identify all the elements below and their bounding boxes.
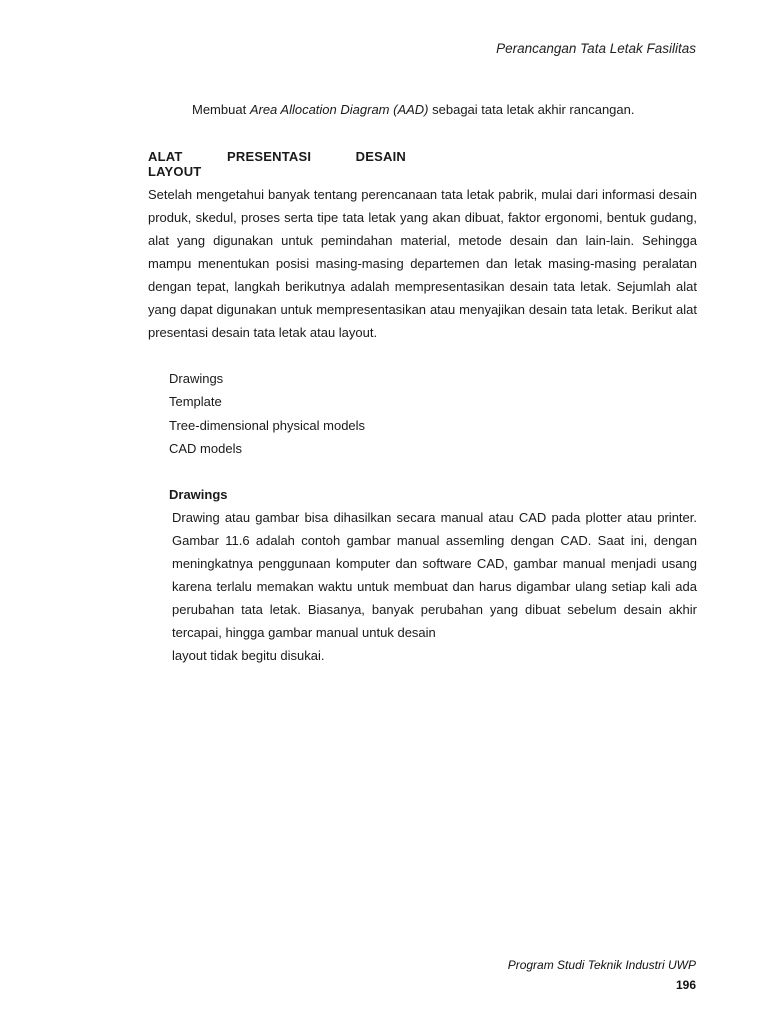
subsection-heading [148, 483, 228, 506]
list-item [148, 437, 548, 460]
list-item-label: Template [169, 394, 222, 410]
section-paragraph: Setelah mengetahui banyak tentang perencanaan tata letak pabrik, mulai dari informasi desain produk, skedul, proses serta tipe tata letak yang akan dibuat, faktor ergonomi, bentuk gudang, alat yang digunakan untuk pemindahan material, metode desain dan lain-lain. Sehingga mampu menentukan posisi masing-masing departemen dan letak masing-masing peralatan dengan tepat, langkah berikutnya adalah mempresentasikan desain tata letak. Sejumlah alat yang dapat digunakan untuk mempresentasikan atau menyajikan desain tata letak. Berikut alat presentasi desain tata letak atau layout. [148, 187, 697, 340]
running-header: Perancangan Tata Letak Fasilitas [496, 41, 696, 56]
heading-word: PRESENTASI [227, 149, 312, 164]
list-item [148, 367, 548, 390]
heading-word: DESAIN [355, 149, 406, 164]
subsection-paragraph-tail: layout tidak begitu disukai. [172, 648, 325, 663]
list-item-label: Drawings [169, 371, 224, 386]
list-item-label: Tree-dimensional physical models [169, 417, 366, 433]
page-number: 196 [675, 978, 696, 992]
subsection-title: Drawings [169, 487, 228, 502]
list-item-label: CAD models [169, 440, 242, 456]
tool-list [148, 367, 548, 460]
list-item [148, 390, 548, 413]
heading-word: LAYOUT [148, 164, 202, 179]
subsection-paragraph-main: Drawing atau gambar bisa dihasilkan secara manual atau CAD pada plotter atau printer. Gambar 11.6 adalah contoh gambar manual assemling dengan CAD. Saat ini, dengan meningkatnya penggunaan komputer dan software CAD, gambar manual menjadi usang karena terlalu memakan waktu untuk membuat dan harus digambar ulang setiap kali ada perubahan tata letak. Biasanya, banyak perubahan yang dibuat sebelum desain akhir tercapai, hingga gambar manual untuk desain [172, 510, 697, 640]
section-heading [148, 149, 406, 179]
footer-program: Program Studi Teknik Industri UWP [507, 958, 696, 972]
subsection-paragraph [172, 506, 697, 667]
intro-bullet-item [172, 101, 702, 119]
list-item [148, 414, 548, 437]
intro-bullet-text: Membuat Area Allocation Diagram (AAD) sebagai tata letak akhir rancangan. [192, 102, 635, 117]
heading-word: ALAT [148, 149, 183, 164]
aad-term: Area Allocation Diagram (AAD) [249, 102, 429, 117]
